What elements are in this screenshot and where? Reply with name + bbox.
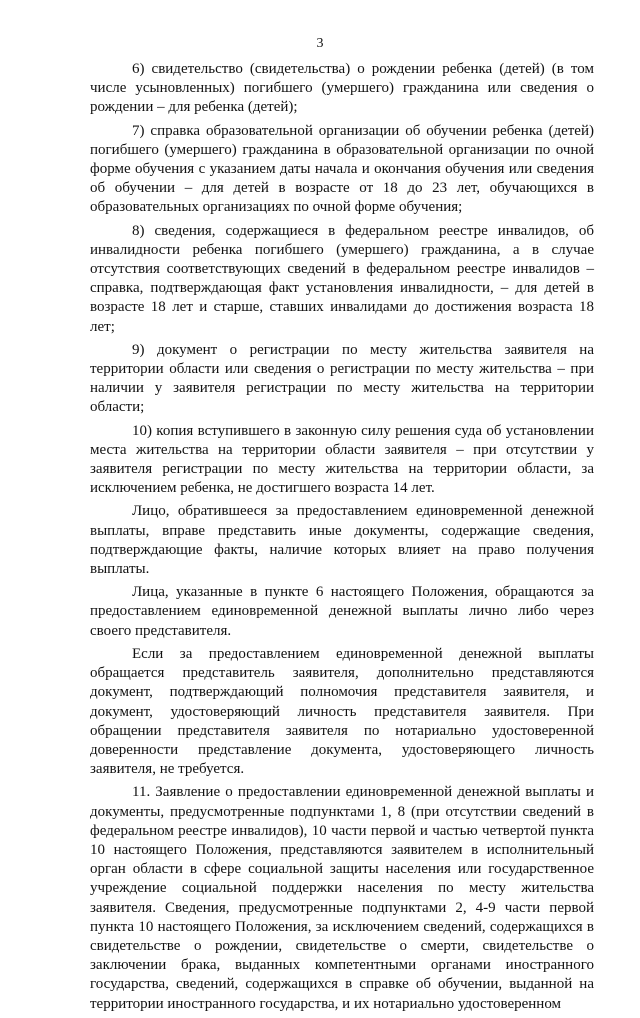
page-number: 3 bbox=[316, 36, 324, 51]
paragraph-applicants-in-person: Лица, указанные в пункте 6 настоящего Положения, обращаются за предоставлением единовременной денежной выплаты лично либо через своего представителя. bbox=[90, 584, 594, 639]
document-body bbox=[90, 60, 594, 1018]
paragraph-item-7-education-certificate: 7) справка образовательной организации об обучении ребенка (детей) погибшего (умершего) гражданина в образовательной организации по очной форме обучения с указанием даты начала и окончания обучения или сведения об обучении – для детей в возрасте от 18 до 23 лет, обучающихся в образовательных организациях по очной форме обучения; bbox=[90, 122, 594, 216]
paragraph-item-9-registration-document: 9) документ о регистрации по месту жительства заявителя на территории области или сведения о регистрации по месту жительства – при наличии у заявителя регистрации по месту жительства на территории области; bbox=[90, 341, 594, 416]
paragraph-item-6-birth-certificate: 6) свидетельство (свидетельства) о рождении ребенка (детей) (в том числе усыновленных) погибшего (умершего) гражданина или сведения о рождении – для ребенка (детей); bbox=[90, 61, 594, 116]
paragraph-item-8-disability-info: 8) сведения, содержащиеся в федеральном реестре инвалидов, об инвалидности ребенка погибшего (умершего) гражданина, а в случае отсутствия соответствующих сведений в федеральном реестре инвалидов – справка, подтверждающая факт установления инвалидности, – для детей в возрасте 18 лет и старше, ставших инвалидами до достижения возраста 18 лет; bbox=[90, 222, 594, 335]
paragraph-item-10-court-decision-copy: 10) копия вступившего в законную силу решения суда об установлении места жительства на территории области заявителя – при отсутствии у заявителя регистрации по месту жительства на территории области, за исключением ребенка, не достигшего возраста 14 лет. bbox=[90, 422, 594, 497]
paragraph-representative: Если за предоставлением единовременной денежной выплаты обращается представитель заявителя, дополнительно представляются документ, подтверждающий полномочия представителя заявителя, и документ, удостоверяющий личность представителя заявителя. При обращении представителя заявителя по нотариально удостоверенной доверенности представление документа, удостоверяющего личность заявителя, не требуется. bbox=[90, 645, 594, 778]
paragraph-other-documents: Лицо, обратившееся за предоставлением единовременной денежной выплаты, вправе представить иные документы, содержащие сведения, подтверждающие факты, наличие которых влияет на право получения выплаты. bbox=[90, 503, 594, 578]
paragraph-point-11: 11. Заявление о предоставлении единовременной денежной выплаты и документы, предусмотренные подпунктами 1, 8 (при отсутствии сведений в федеральном реестре инвалидов), 10 части первой и частью четвертой пункта 10 настоящего Положения, представляются заявителем в исполнительный орган области в сфере социальной защиты населения или государственное учреждение социальной поддержки населения по месту жительства заявителя. Сведения, предусмотренные подпунктами 2, 4-9 части первой пункта 10 настоящего Положения, за исключением сведений, содержащихся в свидетельстве о рождении, свидетельстве о смерти, свидетельстве о заключении брака, выданных компетентными органами иностранного государства, сведений, содержащихся в справке об обучении, выданной на территории иностранного государства, и их нотариально удостоверенном bbox=[90, 784, 594, 1012]
